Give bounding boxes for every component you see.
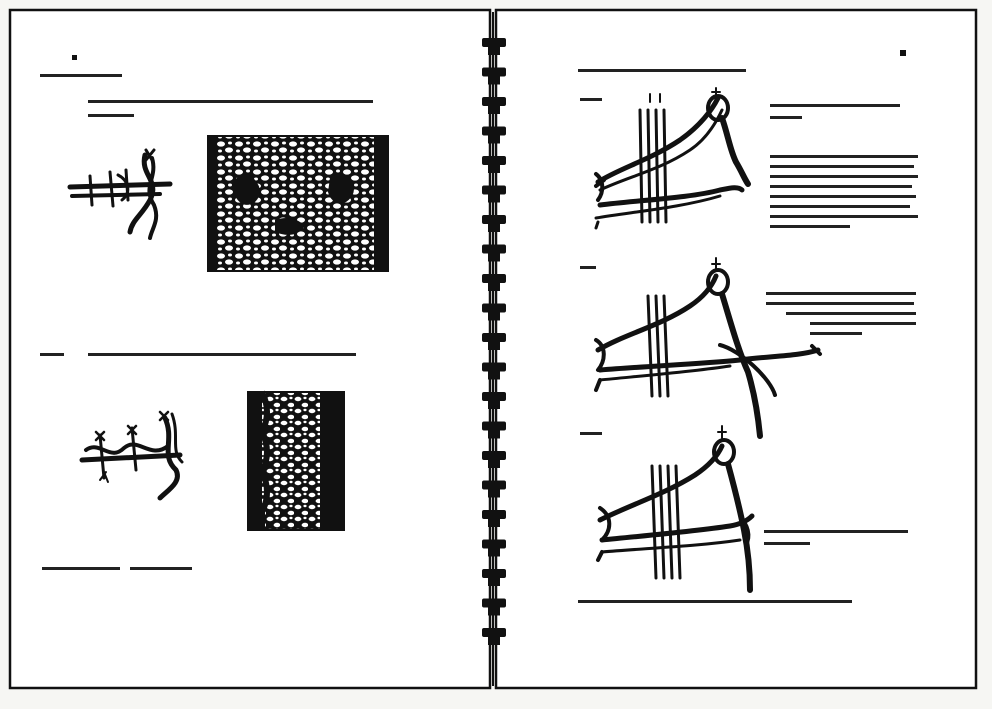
left-caption-text xyxy=(130,567,192,570)
spiral-loop-neck xyxy=(488,578,500,586)
spiral-loop-neck xyxy=(488,106,500,114)
spiral-loop-neck xyxy=(488,460,500,468)
section1-lace-sample xyxy=(208,136,388,271)
left-caption-text xyxy=(42,567,120,570)
section2-number xyxy=(40,353,64,356)
spiral-loop xyxy=(482,599,506,608)
spiral-loop xyxy=(482,186,506,195)
spiral-loop xyxy=(482,540,506,549)
section1-text-line xyxy=(88,100,373,103)
spiral-loop xyxy=(482,215,506,224)
spiral-loop xyxy=(482,245,506,254)
right-page-marker xyxy=(900,50,906,56)
right-footer-text xyxy=(578,600,852,603)
section2-heading-text xyxy=(88,353,356,356)
spiral-loop-neck xyxy=(488,136,500,144)
spiral-loop-neck xyxy=(488,342,500,350)
spiral-loop-neck xyxy=(488,549,500,557)
spiral-loop xyxy=(482,481,506,490)
spiral-loop-neck xyxy=(488,77,500,85)
spiral-loop-neck xyxy=(488,254,500,262)
spiral-loop-neck xyxy=(488,608,500,616)
spiral-loop xyxy=(482,333,506,342)
spiral-loop-neck xyxy=(488,372,500,380)
spiral-loop xyxy=(482,274,506,283)
spiral-loop xyxy=(482,422,506,431)
spiral-loop-neck xyxy=(488,431,500,439)
spiral-loop-neck xyxy=(488,313,500,321)
spiral-loop xyxy=(482,392,506,401)
spiral-loop xyxy=(482,510,506,519)
spiral-loop-neck xyxy=(488,637,500,645)
spiral-loop-neck xyxy=(488,490,500,498)
left-page xyxy=(10,10,490,688)
right-header-text xyxy=(578,69,746,72)
spiral-loop xyxy=(482,68,506,77)
step1-label xyxy=(580,98,602,101)
spiral-loop-neck xyxy=(488,47,500,55)
section2-lace-sample xyxy=(248,392,344,530)
spiral-loop xyxy=(482,38,506,47)
spiral-loop xyxy=(482,451,506,460)
spiral-loop xyxy=(482,127,506,136)
spiral-loop xyxy=(482,363,506,372)
step3-label xyxy=(580,432,602,435)
spiral-loop xyxy=(482,304,506,313)
spiral-loop xyxy=(482,569,506,578)
spiral-loop-neck xyxy=(488,283,500,291)
section1-text-line xyxy=(88,114,134,117)
left-page-marker xyxy=(72,55,77,60)
spiral-loop-neck xyxy=(488,165,500,173)
step2-label xyxy=(580,266,596,269)
spiral-loop-neck xyxy=(488,519,500,527)
spiral-loop-neck xyxy=(488,401,500,409)
spiral-loop xyxy=(482,628,506,637)
spiral-loop-neck xyxy=(488,224,500,232)
spiral-loop xyxy=(482,156,506,165)
left-heading-text xyxy=(40,74,122,77)
spiral-loop-neck xyxy=(488,195,500,203)
spiral-loop xyxy=(482,97,506,106)
